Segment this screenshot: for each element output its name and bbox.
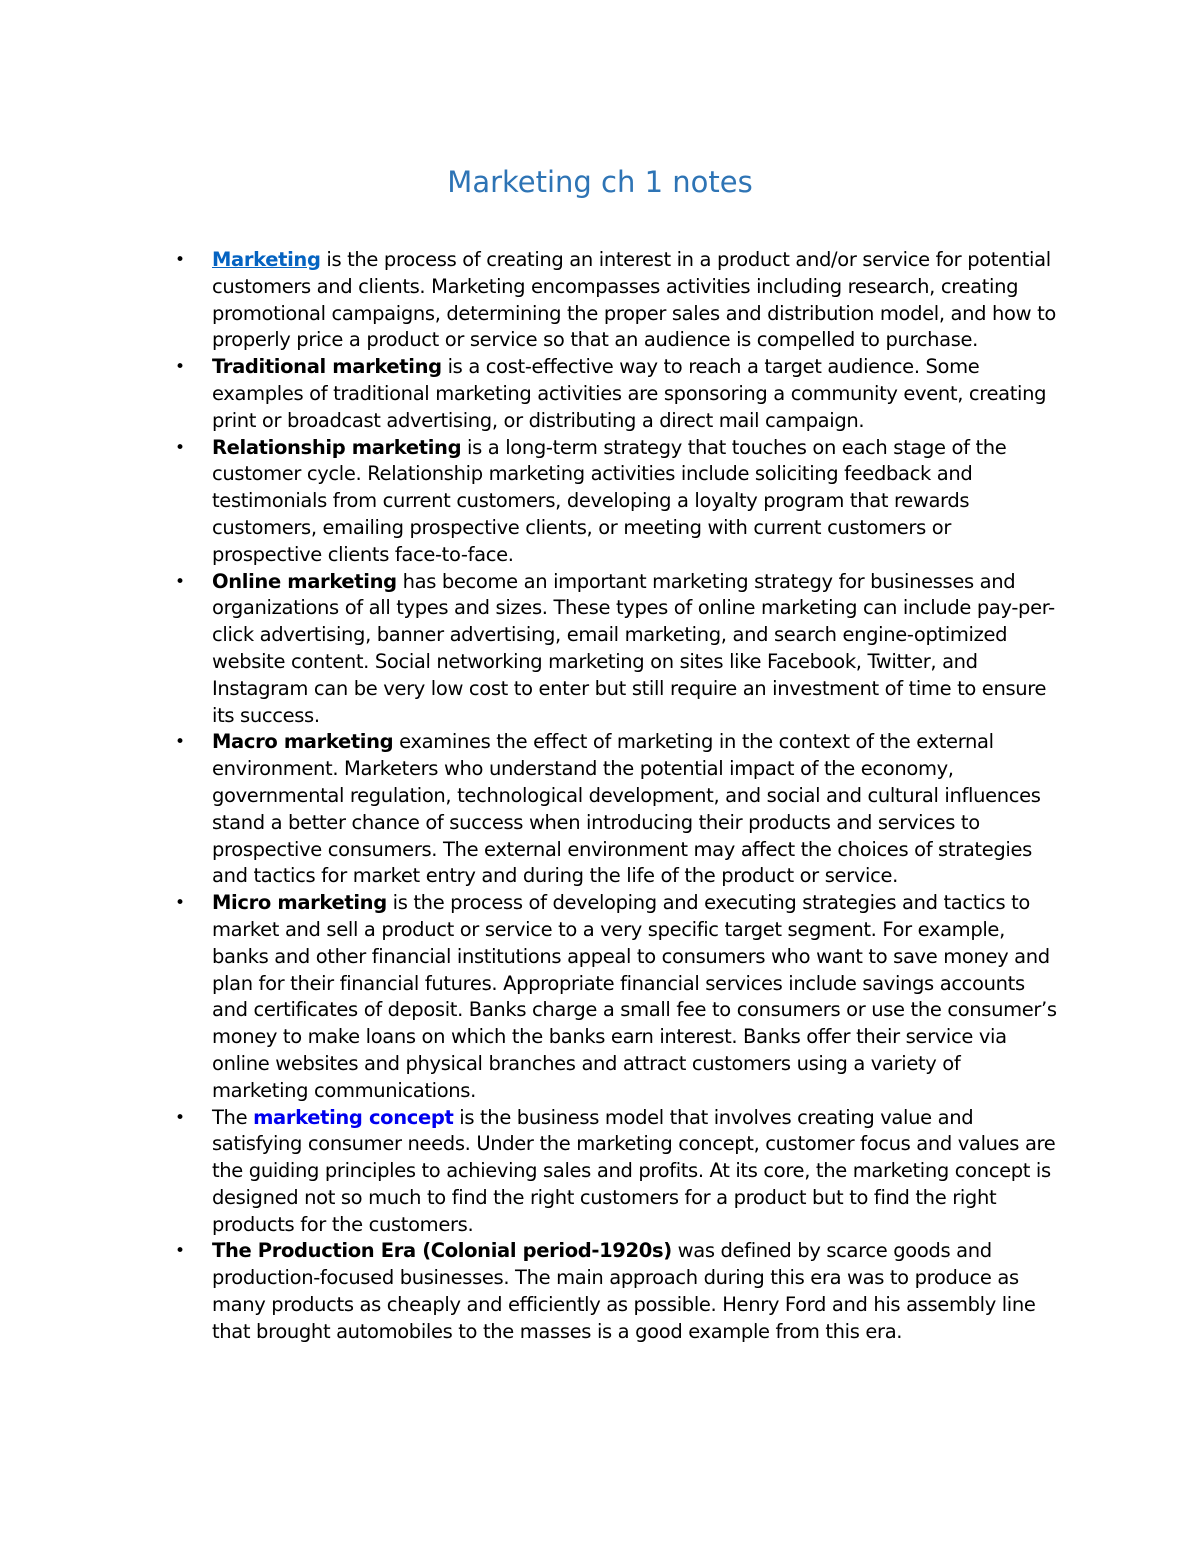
bullet-icon: •	[175, 357, 185, 378]
note-item	[175, 435, 1060, 569]
note-body: is the process of creating an interest in a product and/or service for potential customers and clients. Marketing encompasses activities including research, creating promotional campaigns, determining the proper sales and distribution model, and how to properly price a product or service so that an audience is compelled to purchase.	[212, 248, 1056, 352]
note-body: was defined by scarce goods and production-focused businesses. The main approach during this era was to produce as many products as cheaply and efficiently as possible. Henry Ford and his assembly line that brought automobiles to the masses is a good example from this era.	[212, 1239, 1036, 1343]
note-item	[175, 1238, 1060, 1345]
note-term: Micro marketing	[212, 891, 387, 915]
note-body: has become an important marketing strategy for businesses and organizations of all types and sizes. These types of online marketing can include pay-per-click advertising, banner advertising, email marketing, and search engine-optimized website content. Social networking marketing on sites like Facebook, Twitter, and Instagram can be very low cost to enter but still require an investment of time to ensure its success.	[212, 569, 1055, 727]
note-body: is the business model that involves creating value and satisfying consumer needs. Under the marketing concept, customer focus and values are the guiding principles to achieving sales and profits. At its core, the marketing concept is designed not so much to find the right customers for a product but to find the right products for the customers.	[212, 1105, 1056, 1236]
note-item	[175, 354, 1060, 434]
note-item	[175, 729, 1060, 890]
note-term: Online marketing	[212, 569, 397, 593]
note-term: Macro marketing	[212, 730, 394, 754]
note-term: Traditional marketing	[212, 355, 442, 379]
note-body: is the process of developing and executing strategies and tactics to market and sell a product or service to a very specific target segment. For example, banks and other financial institutions appeal to consumers who want to save money and plan for their financial futures. Appropriate financial services include savings accounts and certificates of deposit. Banks charge a small fee to consumers or use the consumer’s money to make loans on which the banks earn interest. Banks offer their service via online websites and physical branches and attract customers using a variety of marketing communications.	[212, 891, 1057, 1102]
note-body: is a cost-effective way to reach a target audience. Some examples of traditional marketing activities are sponsoring a community event, creating print or broadcast advertising, or distributing a direct mail campaign.	[212, 355, 1047, 432]
bullet-icon: •	[175, 437, 185, 458]
note-item	[175, 1105, 1060, 1239]
note-body: examines the effect of marketing in the context of the external environment. Marketers who understand the potential impact of the economy, governmental regulation, technological development, and social and cultural influences stand a better chance of success when introducing their products and services to prospective consumers. The external environment may affect the choices of strategies and tactics for market entry and during the life of the product or service.	[212, 730, 1041, 888]
bullet-icon: •	[175, 1107, 185, 1128]
notes-list	[175, 247, 1060, 1346]
bullet-icon: •	[175, 732, 185, 753]
document-title: Marketing ch 1 notes	[447, 165, 753, 199]
note-item	[175, 247, 1060, 354]
bullet-icon: •	[175, 1241, 185, 1262]
note-term: The Production Era (Colonial period-1920s)	[212, 1239, 672, 1263]
note-item	[175, 890, 1060, 1104]
note-body: is a long-term strategy that touches on each stage of the customer cycle. Relationship marketing activities include soliciting feedback and testimonials from current customers, developing a loyalty program that rewards customers, emailing prospective clients, or meeting with current customers or prospective clients face-to-face.	[212, 435, 1007, 566]
note-lead: The	[212, 1105, 254, 1129]
marketing-concept-term: marketing concept	[253, 1105, 454, 1129]
note-term: Relationship marketing	[212, 435, 462, 459]
note-item	[175, 569, 1060, 730]
bullet-icon: •	[175, 893, 185, 914]
bullet-icon: •	[175, 571, 185, 592]
bullet-icon: •	[175, 250, 185, 270]
marketing-link[interactable]: Marketing	[212, 248, 321, 271]
